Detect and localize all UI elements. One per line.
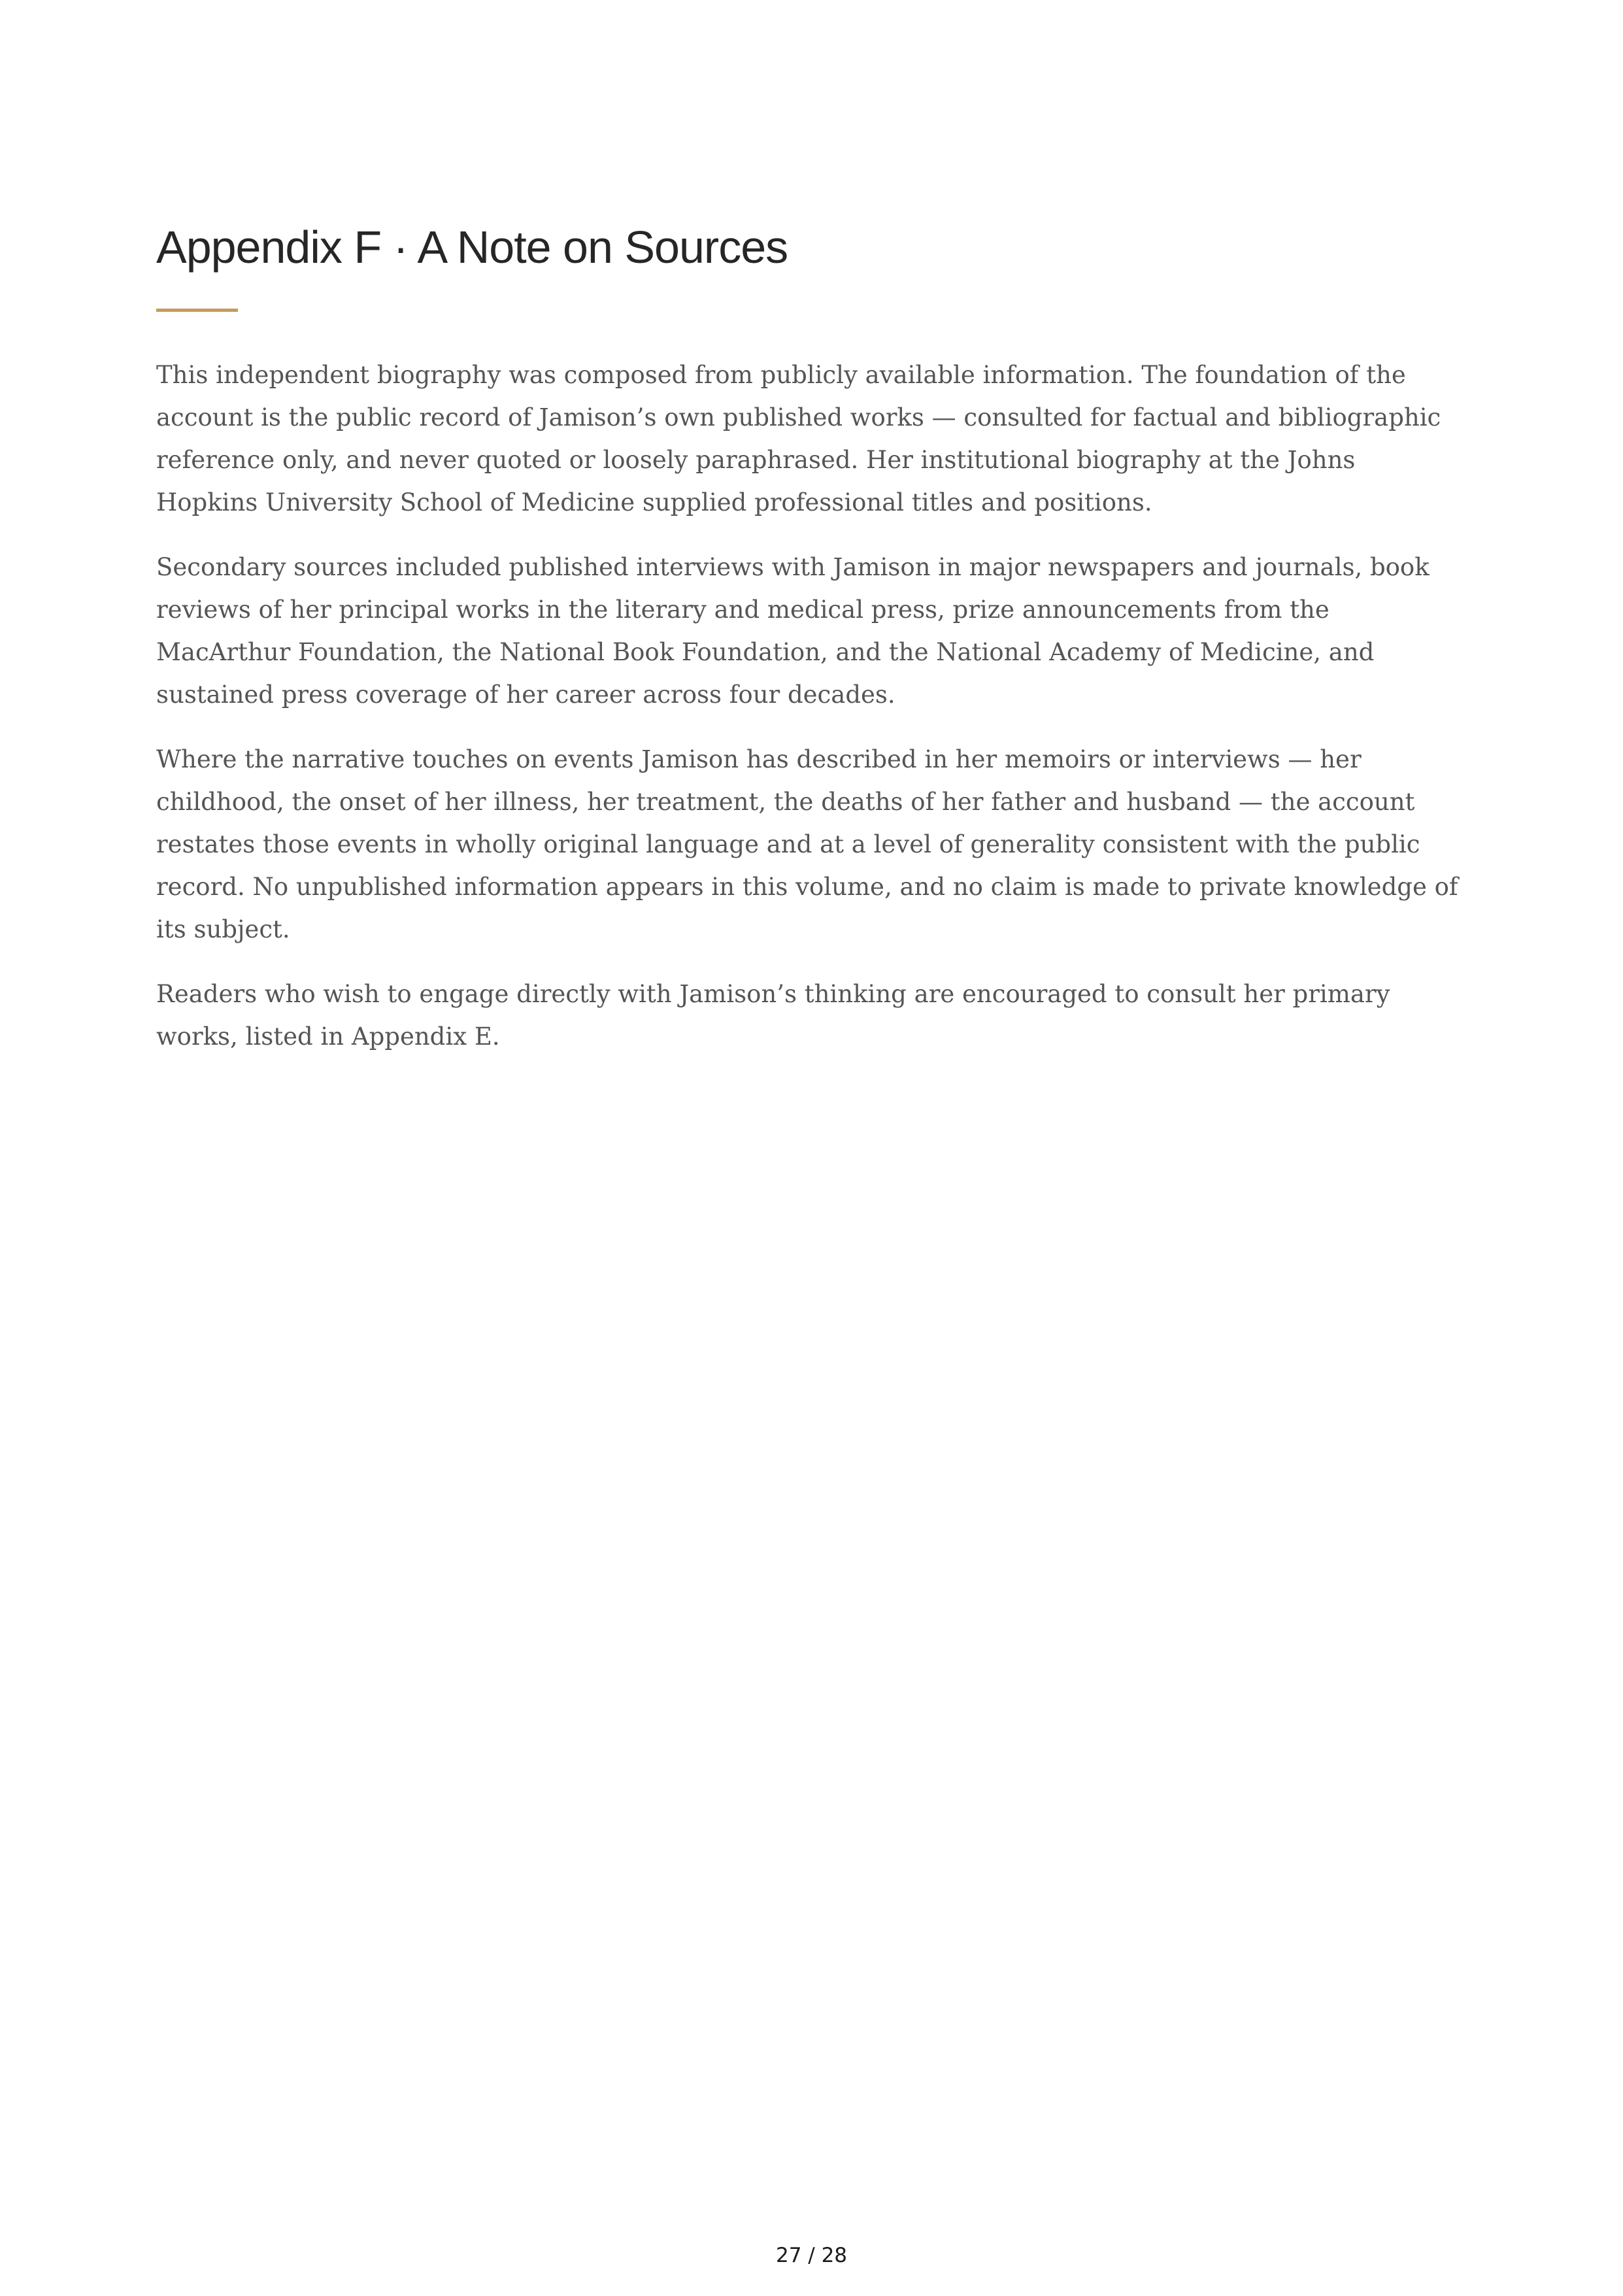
page-title: Appendix F · A Note on Sources bbox=[156, 222, 788, 273]
paragraph: This independent biography was composed from publicly available information. The foundation of the account is the public record of Jamison’s own published works — consulted for factual and bibliographic reference only, and never quoted or loosely paraphrased. Her institutional biography at the Johns Hopkins University School of Medicine supplied professional titles and positions. bbox=[156, 361, 1441, 516]
title-underline-rule bbox=[156, 309, 238, 312]
paragraph: Readers who wish to engage directly with Jamison’s thinking are encouraged to consult her primary works, listed in Appendix E. bbox=[156, 980, 1390, 1051]
paragraph: Secondary sources included published interviews with Jamison in major newspapers and journals, book reviews of her principal works in the literary and medical press, prize announcements from the MacArthur Foundation, the National Book Foundation, and the National Academy of Medicine, and sustained press coverage of her career across four decades. bbox=[156, 553, 1430, 709]
page-number: 27 / 28 bbox=[775, 2244, 848, 2267]
body-text bbox=[156, 354, 1464, 1080]
paragraph: Where the narrative touches on events Jamison has described in her memoirs or interviews — her childhood, the onset of her illness, her treatment, the deaths of her father and husband — the account restates those events in wholly original language and at a level of generality consistent with the public record. No unpublished information appears in this volume, and no claim is made to private knowledge of its subject. bbox=[156, 745, 1458, 943]
